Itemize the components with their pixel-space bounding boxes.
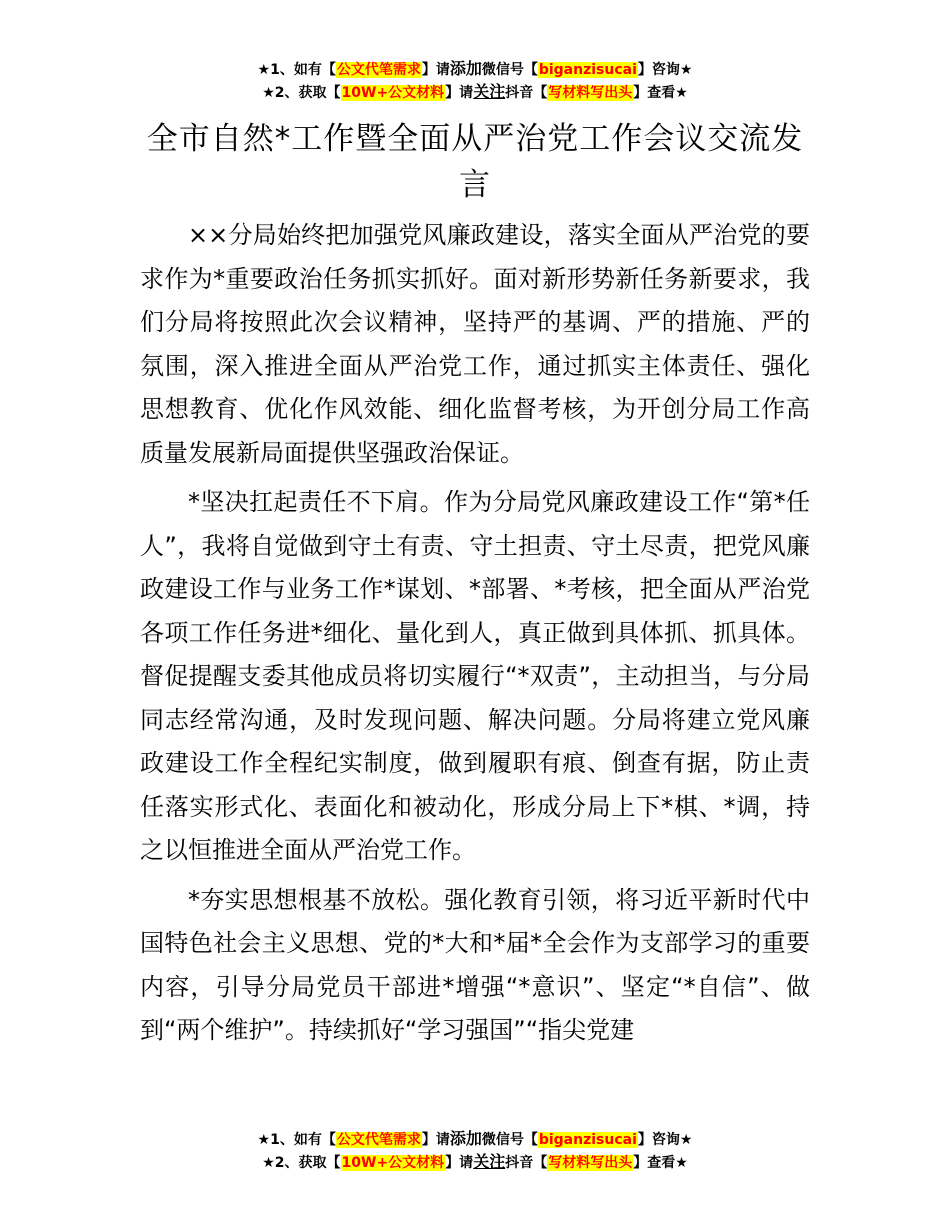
promo-text: 】查看★ xyxy=(633,85,688,101)
promo-highlight: 公文代笔需求 xyxy=(336,62,421,78)
promo-highlight: biganzisucai xyxy=(538,62,637,78)
bottom-promo-banner xyxy=(0,1128,950,1174)
promo-text: 】请 xyxy=(445,1155,474,1171)
promo-highlight: 公文代笔需求 xyxy=(336,1132,421,1148)
promo-text: ★1、如有【 xyxy=(257,1132,336,1148)
paragraph: *坚决扛起责任不下肩。作为分局党风廉政建设工作“第*任人”，我将自觉做到守土有责、守土担责、守土尽责，把党风廉政建设工作与业务工作*谋划、*部署、*考核，把全面从严治党各项工作任务进*细化、量化到人，真正做到具体抓、抓具体。督促提醒支委其他成员将切实履行“*双责”，主动担当，与分局同志经常沟通，及时发现问题、解决问题。分局将建立党风廉政建设工作全程纪实制度，做到履职有痕、倒查有据，防止责任落实形式化、表面化和被动化，形成分局上下*棋、*调，持之以恒推进全面从严治党工作。 xyxy=(140,488,810,864)
top-promo-banner xyxy=(0,58,950,104)
promo-text: 】咨询★ xyxy=(637,62,693,78)
promo-text: 微信号【 xyxy=(481,1132,538,1148)
promo-emphasis: 添加 xyxy=(449,1129,482,1148)
promo-text: ★2、获取【 xyxy=(262,1155,341,1171)
document-title: 全市自然*工作暨全面从严治党工作会议交流发言 xyxy=(146,121,804,203)
promo-highlight: 10W+公文材料 xyxy=(341,1155,445,1171)
promo-text: 微信号【 xyxy=(481,62,538,78)
promo-text: 】查看★ xyxy=(633,1155,688,1171)
document-body xyxy=(140,214,810,1059)
paragraph: ××分局始终把加强党风廉政建设，落实全面从严治党的要求作为*重要政治任务抓实抓好。面对新形势新任务新要求，我们分局将按照此次会议精神，坚持严的基调、严的措施、严的氛围，深入推进全面从严治党工作，通过抓实主体责任、强化思想教育、优化作风效能、细化监督考核，为开创分局工作高质量发展新局面提供坚强政治保证。 xyxy=(140,221,810,467)
promo-line-2 xyxy=(0,1151,950,1174)
promo-text: 】请 xyxy=(445,85,474,101)
paragraph: *夯实思想根基不放松。强化教育引领，将习近平新时代中国特色社会主义思想、党的*大和*届*全会作为支部学习的重要内容，引导分局党员干部进*增强“*意识”、坚定“*自信”、做到“两个维护”。持续抓好“学习强国”“指尖党建 xyxy=(140,885,810,1044)
promo-line-1 xyxy=(0,58,950,81)
promo-text: 抖音【 xyxy=(505,1155,548,1171)
promo-text: 】请 xyxy=(421,62,450,78)
promo-emphasis: 添加 xyxy=(449,59,482,78)
promo-text: 】请 xyxy=(421,1132,450,1148)
promo-underlined: 关注 xyxy=(473,1152,506,1171)
promo-highlight: biganzisucai xyxy=(538,1132,637,1148)
promo-text: 抖音【 xyxy=(505,85,548,101)
promo-highlight: 写材料写出头 xyxy=(548,85,633,101)
promo-underlined: 关注 xyxy=(473,82,506,101)
promo-line-1 xyxy=(0,1128,950,1151)
promo-highlight: 写材料写出头 xyxy=(548,1155,633,1171)
promo-text: ★2、获取【 xyxy=(262,85,341,101)
promo-text: ★1、如有【 xyxy=(257,62,336,78)
promo-text: 】咨询★ xyxy=(637,1132,693,1148)
promo-highlight: 10W+公文材料 xyxy=(341,85,445,101)
promo-line-2 xyxy=(0,81,950,104)
